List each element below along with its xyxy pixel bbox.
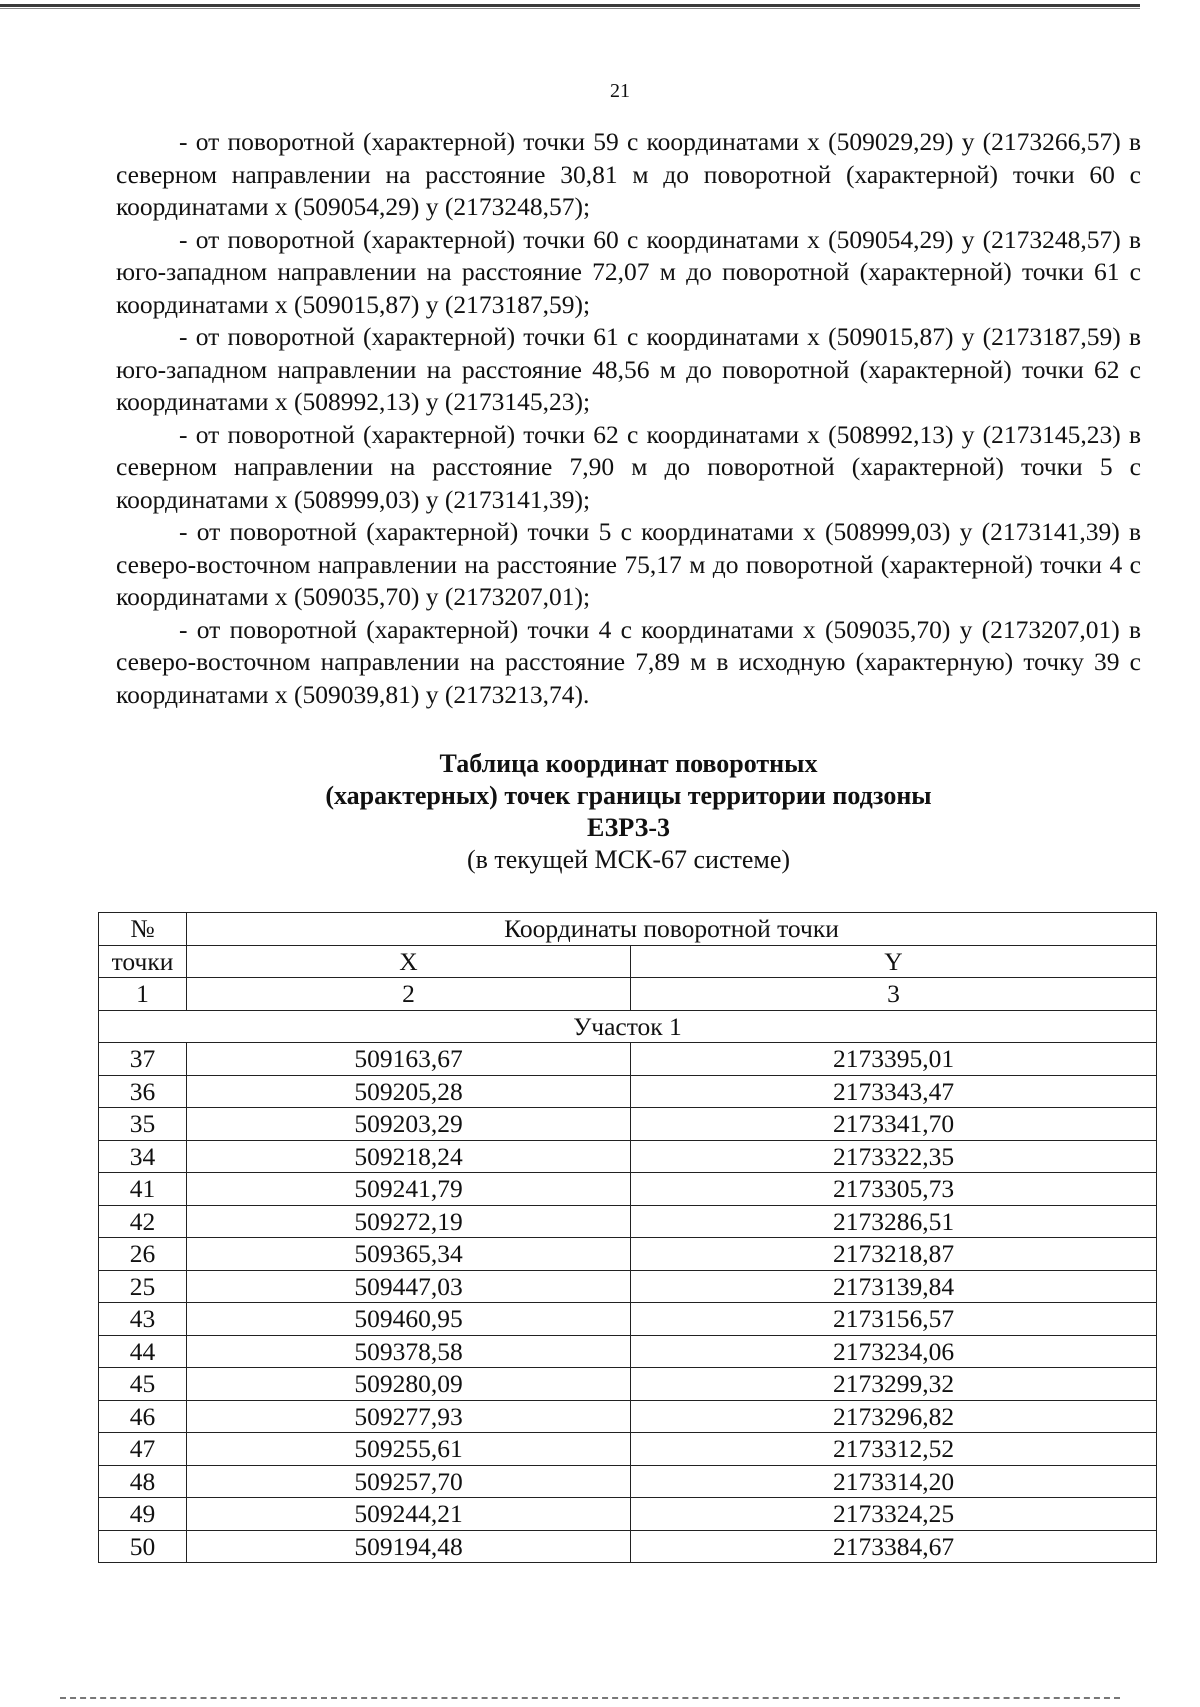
table-section-row (99, 1010, 1157, 1043)
table-row (99, 1465, 1157, 1498)
paragraph-segment-4-39: - от поворотной (характерной) точки 4 с координатами x (509035,70) y (2173207,01) в северо-восточном направлении на расстояние 7,89 м в исходную (характерную) точку 39 с координатами x (509039,81) y (2173213,74). (116, 614, 1141, 709)
header-x: X (187, 945, 631, 978)
header-y: Y (631, 945, 1157, 978)
y-coordinate-cell: 2173395,01 (631, 1043, 1157, 1076)
y-coordinate-cell: 2173234,06 (631, 1335, 1157, 1368)
point-number-cell: 50 (99, 1530, 187, 1563)
y-coordinate-cell: 2173324,25 (631, 1498, 1157, 1531)
table-row (99, 1400, 1157, 1433)
y-coordinate-cell: 2173218,87 (631, 1238, 1157, 1271)
page-number: 21 (610, 80, 630, 102)
x-coordinate-cell: 509277,93 (187, 1400, 631, 1433)
x-coordinate-cell: 509257,70 (187, 1465, 631, 1498)
table-row (99, 1075, 1157, 1108)
x-coordinate-cell: 509272,19 (187, 1205, 631, 1238)
paragraph-segment-61-62: - от поворотной (характерной) точки 61 с координатами x (509015,87) y (2173187,59) в юго-западном направлении на расстояние 48,56 м до поворотной (характерной) точки 62 с координатами x (508992,13) y (2173145,23); (116, 322, 1141, 416)
scan-border-top-thin (0, 8, 1140, 9)
point-number-cell: 45 (99, 1368, 187, 1401)
table-row (99, 1433, 1157, 1466)
table-row (99, 1108, 1157, 1141)
table-heading (116, 748, 1141, 876)
x-coordinate-cell: 509365,34 (187, 1238, 631, 1271)
header-no: № (99, 913, 187, 946)
point-number-cell: 25 (99, 1270, 187, 1303)
table-row (99, 1498, 1157, 1531)
point-number-cell: 44 (99, 1335, 187, 1368)
description-text (116, 126, 1141, 711)
point-number-cell: 26 (99, 1238, 187, 1271)
x-coordinate-cell: 509378,58 (187, 1335, 631, 1368)
column-number-3: 3 (631, 978, 1157, 1011)
y-coordinate-cell: 2173305,73 (631, 1173, 1157, 1206)
point-number-cell: 48 (99, 1465, 187, 1498)
table-column-numbers-row (99, 978, 1157, 1011)
y-coordinate-cell: 2173322,35 (631, 1140, 1157, 1173)
y-coordinate-cell: 2173299,32 (631, 1368, 1157, 1401)
point-number-cell: 34 (99, 1140, 187, 1173)
table-header-row-1 (99, 913, 1157, 946)
y-coordinate-cell: 2173312,52 (631, 1433, 1157, 1466)
table-header-row-2 (99, 945, 1157, 978)
table-row (99, 1335, 1157, 1368)
section-label: Участок 1 (99, 1010, 1157, 1043)
heading-subtitle: (в текущей МСК-67 системе) (466, 845, 791, 874)
column-number-2: 2 (187, 978, 631, 1011)
y-coordinate-cell: 2173314,20 (631, 1465, 1157, 1498)
x-coordinate-cell: 509205,28 (187, 1075, 631, 1108)
paragraph-segment-60-61: - от поворотной (характерной) точки 60 с координатами x (509054,29) y (2173248,57) в юго-западном направлении на расстояние 72,07 м до поворотной (характерной) точки 61 с координатами x (509015,87) y (2173187,59); (116, 224, 1141, 319)
y-coordinate-cell: 2173343,47 (631, 1075, 1157, 1108)
point-number-cell: 43 (99, 1303, 187, 1336)
heading-line-3: ЕЗРЗ-3 (587, 813, 670, 842)
table-row (99, 1140, 1157, 1173)
x-coordinate-cell: 509255,61 (187, 1433, 631, 1466)
point-number-cell: 41 (99, 1173, 187, 1206)
table-row (99, 1173, 1157, 1206)
x-coordinate-cell: 509447,03 (187, 1270, 631, 1303)
coordinates-table (98, 912, 1157, 1563)
table-row (99, 1043, 1157, 1076)
x-coordinate-cell: 509203,29 (187, 1108, 631, 1141)
scan-border-bottom (60, 1697, 1120, 1699)
y-coordinate-cell: 2173384,67 (631, 1530, 1157, 1563)
point-number-cell: 46 (99, 1400, 187, 1433)
header-coords: Координаты поворотной точки (187, 913, 1157, 946)
point-number-cell: 36 (99, 1075, 187, 1108)
x-coordinate-cell: 509460,95 (187, 1303, 631, 1336)
table-row (99, 1270, 1157, 1303)
x-coordinate-cell: 509163,67 (187, 1043, 631, 1076)
point-number-cell: 35 (99, 1108, 187, 1141)
table-row (99, 1303, 1157, 1336)
paragraph-segment-59-60: - от поворотной (характерной) точки 59 с координатами x (509029,29) y (2173266,57) в северном направлении на расстояние 30,81 м до поворотной (характерной) точки 60 с координатами x (509054,29) y (2173248,57); (116, 127, 1141, 221)
y-coordinate-cell: 2173156,57 (631, 1303, 1157, 1336)
paragraph-segment-62-5: - от поворотной (характерной) точки 62 с координатами x (508992,13) y (2173145,23) в северном направлении на расстояние 7,90 м до поворотной (характерной) точки 5 с координатами x (508999,03) y (2173141,39); (116, 419, 1141, 514)
header-point: точки (99, 945, 187, 978)
point-number-cell: 37 (99, 1043, 187, 1076)
x-coordinate-cell: 509241,79 (187, 1173, 631, 1206)
scan-border-top (0, 4, 1140, 7)
y-coordinate-cell: 2173296,82 (631, 1400, 1157, 1433)
y-coordinate-cell: 2173341,70 (631, 1108, 1157, 1141)
table-row (99, 1368, 1157, 1401)
y-coordinate-cell: 2173139,84 (631, 1270, 1157, 1303)
point-number-cell: 49 (99, 1498, 187, 1531)
y-coordinate-cell: 2173286,51 (631, 1205, 1157, 1238)
point-number-cell: 47 (99, 1433, 187, 1466)
table-row (99, 1530, 1157, 1563)
heading-line-1: Таблица координат поворотных (439, 749, 818, 778)
heading-line-2: (характерных) точек границы территории подзоны (325, 781, 932, 810)
table-row (99, 1205, 1157, 1238)
x-coordinate-cell: 509218,24 (187, 1140, 631, 1173)
column-number-1: 1 (99, 978, 187, 1011)
table-row (99, 1238, 1157, 1271)
x-coordinate-cell: 509280,09 (187, 1368, 631, 1401)
x-coordinate-cell: 509194,48 (187, 1530, 631, 1563)
point-number-cell: 42 (99, 1205, 187, 1238)
x-coordinate-cell: 509244,21 (187, 1498, 631, 1531)
paragraph-segment-5-4: - от поворотной (характерной) точки 5 с координатами x (508999,03) y (2173141,39) в северо-восточном направлении на расстояние 75,17 м до поворотной (характерной) точки 4 с координатами x (509035,70) y (2173207,01); (116, 517, 1141, 611)
